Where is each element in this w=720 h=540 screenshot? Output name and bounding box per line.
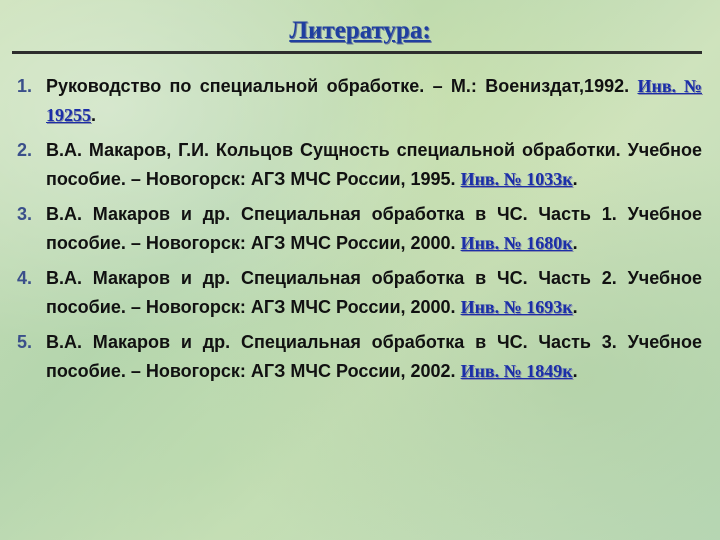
reference-end: . <box>91 105 97 125</box>
reference-item <box>14 328 702 386</box>
page-title: Литература: <box>289 17 431 44</box>
reference-item <box>14 200 702 258</box>
reference-number: 5. <box>17 332 33 352</box>
title-divider <box>12 51 702 54</box>
reference-number: 1. <box>17 76 33 96</box>
reference-end: . <box>572 169 578 189</box>
reference-end: . <box>572 233 578 253</box>
reference-text: В.А. Макаров и др. Специальная обработка в ЧС. Часть 1. Учебное пособие. – Новогорск: АГЗ МЧС России, 2000. <box>46 204 702 253</box>
reference-list <box>14 72 702 392</box>
reference-item <box>14 264 702 322</box>
reference-item <box>14 136 702 194</box>
inventory-number: Инв. № 1693к <box>460 297 573 317</box>
reference-end: . <box>572 297 578 317</box>
reference-number: 2. <box>17 140 33 160</box>
reference-text: В.А. Макаров, Г.И. Кольцов Сущность специальной обработки. Учебное пособие. – Новогорск: АГЗ МЧС России, 1995. <box>46 140 702 189</box>
reference-text: Руководство по специальной обработке. – М.: Воениздат,1992. <box>46 76 638 96</box>
reference-text: В.А. Макаров и др. Специальная обработка в ЧС. Часть 2. Учебное пособие. – Новогорск: АГЗ МЧС России, 2000. <box>46 268 702 317</box>
inventory-number: Инв. № 1680к <box>460 233 573 253</box>
reference-end: . <box>572 361 578 381</box>
reference-number: 3. <box>17 204 33 224</box>
inventory-number: Инв. № 1849к <box>460 361 573 381</box>
reference-text: В.А. Макаров и др. Специальная обработка в ЧС. Часть 3. Учебное пособие. – Новогорск: АГЗ МЧС России, 2002. <box>46 332 702 381</box>
reference-item <box>14 72 702 130</box>
reference-number: 4. <box>17 268 33 288</box>
inventory-number: Инв. № 19255 <box>46 76 702 125</box>
inventory-number: Инв. № 1033к <box>460 169 573 189</box>
